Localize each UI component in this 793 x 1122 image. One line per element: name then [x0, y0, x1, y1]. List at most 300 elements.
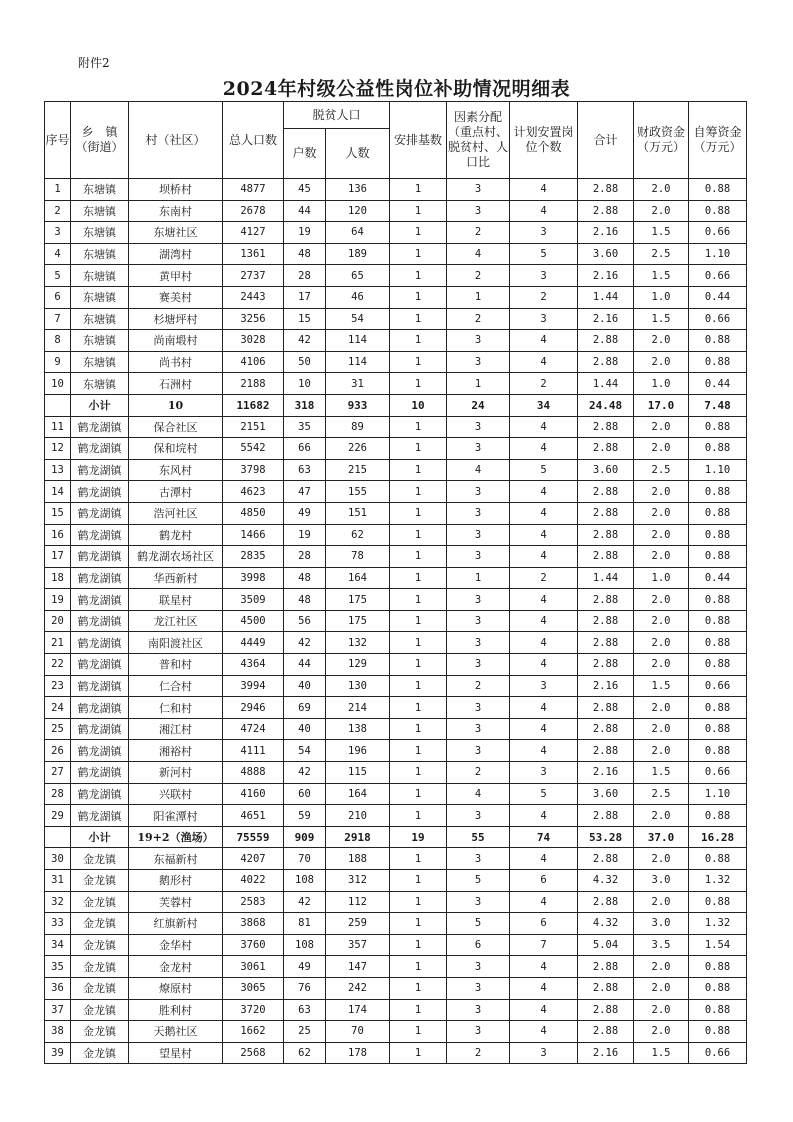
table-row [45, 589, 747, 611]
cell-factor: 3 [447, 654, 510, 676]
cell-village: 金华村 [129, 934, 223, 956]
cell-base: 1 [390, 502, 447, 524]
cell-factor: 3 [447, 718, 510, 740]
document-title: 2024年村级公益性岗位补助情况明细表 [222, 78, 571, 100]
cell-village: 芙蓉村 [129, 891, 223, 913]
cell-village: 红旗新村 [129, 913, 223, 935]
cell-persons: 188 [326, 848, 390, 870]
cell-village: 鹅形村 [129, 870, 223, 892]
table-row [45, 416, 747, 438]
cell-population: 2678 [223, 200, 284, 222]
cell-factor: 3 [447, 697, 510, 719]
cell-households: 35 [284, 416, 326, 438]
header-poverty-group: 脱贫人口 [284, 102, 390, 129]
cell-posts: 2 [510, 373, 578, 395]
cell-self: 0.88 [689, 481, 747, 503]
cell-population: 5542 [223, 438, 284, 460]
cell-population: 4022 [223, 870, 284, 892]
cell-no: 8 [45, 330, 71, 352]
cell-village: 东福新村 [129, 848, 223, 870]
cell-posts: 4 [510, 416, 578, 438]
cell-posts: 34 [510, 394, 578, 416]
cell-fiscal: 1.5 [634, 265, 689, 287]
cell-persons: 2918 [326, 826, 390, 848]
cell-factor: 3 [447, 891, 510, 913]
cell-no: 4 [45, 243, 71, 265]
cell-base: 1 [390, 243, 447, 265]
cell-persons: 114 [326, 351, 390, 373]
cell-total: 2.88 [578, 632, 634, 654]
cell-no: 35 [45, 956, 71, 978]
cell-households: 50 [284, 351, 326, 373]
cell-persons: 151 [326, 502, 390, 524]
cell-fiscal: 17.0 [634, 394, 689, 416]
cell-fiscal: 1.0 [634, 567, 689, 589]
cell-village: 赛美村 [129, 286, 223, 308]
cell-no: 36 [45, 977, 71, 999]
cell-no: 17 [45, 546, 71, 568]
table-header [45, 102, 747, 179]
cell-village: 华西新村 [129, 567, 223, 589]
cell-persons: 138 [326, 718, 390, 740]
cell-town: 东塘镇 [71, 179, 129, 201]
cell-fiscal: 2.0 [634, 956, 689, 978]
cell-town: 东塘镇 [71, 351, 129, 373]
cell-posts: 4 [510, 654, 578, 676]
cell-town: 鹤龙湖镇 [71, 567, 129, 589]
cell-self: 1.32 [689, 913, 747, 935]
cell-persons: 62 [326, 524, 390, 546]
cell-factor: 3 [447, 848, 510, 870]
cell-self: 0.88 [689, 999, 747, 1021]
cell-fiscal: 2.0 [634, 438, 689, 460]
cell-fiscal: 2.0 [634, 654, 689, 676]
cell-fiscal: 2.0 [634, 697, 689, 719]
cell-factor: 3 [447, 632, 510, 654]
cell-base: 1 [390, 675, 447, 697]
cell-households: 63 [284, 999, 326, 1021]
cell-fiscal: 1.0 [634, 373, 689, 395]
cell-households: 76 [284, 977, 326, 999]
cell-self: 0.88 [689, 546, 747, 568]
cell-factor: 3 [447, 179, 510, 201]
cell-posts: 4 [510, 589, 578, 611]
cell-town: 鹤龙湖镇 [71, 610, 129, 632]
cell-no: 24 [45, 697, 71, 719]
cell-town: 金龙镇 [71, 1042, 129, 1064]
cell-total: 2.88 [578, 330, 634, 352]
cell-village: 胜利村 [129, 999, 223, 1021]
cell-town: 小计 [71, 394, 129, 416]
cell-factor: 3 [447, 351, 510, 373]
cell-population: 4850 [223, 502, 284, 524]
cell-population: 3028 [223, 330, 284, 352]
table-row [45, 956, 747, 978]
cell-households: 66 [284, 438, 326, 460]
cell-village: 仁合村 [129, 675, 223, 697]
cell-fiscal: 2.0 [634, 330, 689, 352]
cell-total: 4.32 [578, 870, 634, 892]
cell-town: 金龙镇 [71, 848, 129, 870]
cell-no: 14 [45, 481, 71, 503]
cell-no: 20 [45, 610, 71, 632]
table-row [45, 913, 747, 935]
cell-no: 26 [45, 740, 71, 762]
cell-base: 1 [390, 891, 447, 913]
cell-base: 1 [390, 179, 447, 201]
cell-population: 1662 [223, 1021, 284, 1043]
cell-town: 鹤龙湖镇 [71, 675, 129, 697]
cell-households: 42 [284, 632, 326, 654]
cell-town: 鹤龙湖镇 [71, 546, 129, 568]
cell-persons: 46 [326, 286, 390, 308]
cell-self: 0.88 [689, 740, 747, 762]
cell-posts: 2 [510, 286, 578, 308]
cell-households: 19 [284, 524, 326, 546]
cell-households: 56 [284, 610, 326, 632]
cell-total: 2.16 [578, 265, 634, 287]
cell-village: 东风村 [129, 459, 223, 481]
cell-total: 2.88 [578, 502, 634, 524]
cell-factor: 3 [447, 999, 510, 1021]
cell-persons: 210 [326, 805, 390, 827]
cell-town: 鹤龙湖镇 [71, 416, 129, 438]
table-row [45, 610, 747, 632]
table-row [45, 265, 747, 287]
table-row [45, 934, 747, 956]
table-row [45, 459, 747, 481]
cell-town: 鹤龙湖镇 [71, 762, 129, 784]
table-row [45, 330, 747, 352]
cell-village: 19+2（渔场） [129, 826, 223, 848]
table-row [45, 438, 747, 460]
header-factor: 因素分配（重点村、脱贫村、人口比 [447, 102, 510, 179]
table-row [45, 481, 747, 503]
cell-factor: 3 [447, 481, 510, 503]
cell-town: 鹤龙湖镇 [71, 718, 129, 740]
cell-factor: 5 [447, 913, 510, 935]
cell-self: 0.88 [689, 718, 747, 740]
cell-total: 2.88 [578, 179, 634, 201]
cell-self: 0.88 [689, 502, 747, 524]
cell-base: 1 [390, 870, 447, 892]
cell-posts: 4 [510, 718, 578, 740]
cell-no: 29 [45, 805, 71, 827]
cell-factor: 6 [447, 934, 510, 956]
cell-factor: 2 [447, 1042, 510, 1064]
cell-village: 鹤龙湖农场社区 [129, 546, 223, 568]
cell-population: 2737 [223, 265, 284, 287]
cell-posts: 4 [510, 502, 578, 524]
cell-total: 2.88 [578, 805, 634, 827]
cell-self: 0.88 [689, 697, 747, 719]
cell-fiscal: 2.0 [634, 632, 689, 654]
cell-factor: 3 [447, 438, 510, 460]
cell-population: 4207 [223, 848, 284, 870]
cell-persons: 114 [326, 330, 390, 352]
cell-posts: 6 [510, 870, 578, 892]
cell-no: 21 [45, 632, 71, 654]
cell-town: 金龙镇 [71, 1021, 129, 1043]
cell-total: 2.16 [578, 675, 634, 697]
cell-persons: 164 [326, 783, 390, 805]
cell-households: 48 [284, 567, 326, 589]
cell-persons: 215 [326, 459, 390, 481]
cell-fiscal: 2.0 [634, 502, 689, 524]
cell-self: 0.66 [689, 308, 747, 330]
cell-factor: 3 [447, 200, 510, 222]
cell-posts: 6 [510, 913, 578, 935]
cell-town: 鹤龙湖镇 [71, 740, 129, 762]
table-row [45, 243, 747, 265]
cell-factor: 3 [447, 416, 510, 438]
table-row [45, 1021, 747, 1043]
cell-self: 0.66 [689, 222, 747, 244]
cell-persons: 78 [326, 546, 390, 568]
cell-households: 48 [284, 243, 326, 265]
table-row [45, 654, 747, 676]
header-population: 总人口数 [223, 102, 284, 179]
table-row [45, 567, 747, 589]
cell-self: 0.44 [689, 286, 747, 308]
cell-persons: 65 [326, 265, 390, 287]
cell-posts: 4 [510, 848, 578, 870]
header-town: 乡 镇（街道） [71, 102, 129, 179]
table-row [45, 977, 747, 999]
header-persons: 人数 [326, 129, 390, 179]
cell-factor: 2 [447, 675, 510, 697]
cell-total: 24.48 [578, 394, 634, 416]
cell-population: 4160 [223, 783, 284, 805]
cell-posts: 2 [510, 567, 578, 589]
cell-persons: 70 [326, 1021, 390, 1043]
cell-village: 保和垸村 [129, 438, 223, 460]
cell-posts: 4 [510, 956, 578, 978]
table-row [45, 805, 747, 827]
cell-persons: 175 [326, 589, 390, 611]
table-body [45, 179, 747, 1064]
cell-village: 坝桥村 [129, 179, 223, 201]
table-row [45, 1042, 747, 1064]
cell-total: 2.88 [578, 351, 634, 373]
cell-factor: 3 [447, 524, 510, 546]
cell-persons: 933 [326, 394, 390, 416]
table-row [45, 718, 747, 740]
cell-no: 30 [45, 848, 71, 870]
cell-population: 3868 [223, 913, 284, 935]
table-row [45, 286, 747, 308]
cell-no: 33 [45, 913, 71, 935]
cell-total: 2.16 [578, 308, 634, 330]
cell-posts: 4 [510, 697, 578, 719]
table-row [45, 848, 747, 870]
table-row [45, 502, 747, 524]
cell-population: 2151 [223, 416, 284, 438]
cell-posts: 4 [510, 740, 578, 762]
cell-households: 69 [284, 697, 326, 719]
cell-fiscal: 2.0 [634, 805, 689, 827]
cell-self: 0.88 [689, 848, 747, 870]
cell-town: 东塘镇 [71, 222, 129, 244]
cell-self: 1.10 [689, 783, 747, 805]
cell-households: 60 [284, 783, 326, 805]
cell-village: 燎原村 [129, 977, 223, 999]
cell-persons: 136 [326, 179, 390, 201]
cell-factor: 24 [447, 394, 510, 416]
cell-fiscal: 37.0 [634, 826, 689, 848]
cell-persons: 312 [326, 870, 390, 892]
cell-fiscal: 1.5 [634, 675, 689, 697]
cell-posts: 3 [510, 1042, 578, 1064]
cell-village: 金龙村 [129, 956, 223, 978]
cell-self: 0.88 [689, 610, 747, 632]
cell-no: 3 [45, 222, 71, 244]
cell-households: 42 [284, 891, 326, 913]
cell-no: 37 [45, 999, 71, 1021]
cell-no: 22 [45, 654, 71, 676]
cell-village: 联星村 [129, 589, 223, 611]
cell-fiscal: 2.0 [634, 610, 689, 632]
cell-self: 0.66 [689, 1042, 747, 1064]
cell-no: 2 [45, 200, 71, 222]
cell-posts: 74 [510, 826, 578, 848]
cell-households: 49 [284, 502, 326, 524]
cell-town: 金龙镇 [71, 956, 129, 978]
table-row [45, 524, 747, 546]
cell-no: 10 [45, 373, 71, 395]
cell-factor: 4 [447, 459, 510, 481]
cell-base: 1 [390, 740, 447, 762]
cell-base: 1 [390, 718, 447, 740]
cell-self: 0.88 [689, 589, 747, 611]
cell-village: 尚南塅村 [129, 330, 223, 352]
cell-population: 2946 [223, 697, 284, 719]
cell-households: 10 [284, 373, 326, 395]
cell-village: 天鹅社区 [129, 1021, 223, 1043]
cell-town: 鹤龙湖镇 [71, 805, 129, 827]
cell-population: 3061 [223, 956, 284, 978]
cell-persons: 155 [326, 481, 390, 503]
header-village: 村（社区） [129, 102, 223, 179]
cell-village: 东南村 [129, 200, 223, 222]
cell-households: 49 [284, 956, 326, 978]
cell-self: 1.32 [689, 870, 747, 892]
cell-fiscal: 2.5 [634, 783, 689, 805]
cell-village: 阳雀潭村 [129, 805, 223, 827]
cell-total: 2.88 [578, 481, 634, 503]
cell-factor: 3 [447, 502, 510, 524]
cell-population: 2835 [223, 546, 284, 568]
cell-population: 3720 [223, 999, 284, 1021]
cell-no: 5 [45, 265, 71, 287]
cell-total: 5.04 [578, 934, 634, 956]
cell-total: 4.32 [578, 913, 634, 935]
cell-total: 2.16 [578, 762, 634, 784]
cell-town: 金龙镇 [71, 913, 129, 935]
cell-fiscal: 2.0 [634, 416, 689, 438]
cell-village: 古潭村 [129, 481, 223, 503]
cell-factor: 2 [447, 222, 510, 244]
cell-town: 东塘镇 [71, 243, 129, 265]
cell-factor: 3 [447, 956, 510, 978]
cell-town: 东塘镇 [71, 265, 129, 287]
cell-total: 2.88 [578, 589, 634, 611]
cell-households: 25 [284, 1021, 326, 1043]
cell-self: 0.88 [689, 956, 747, 978]
cell-households: 17 [284, 286, 326, 308]
cell-self: 0.88 [689, 891, 747, 913]
cell-fiscal: 1.5 [634, 762, 689, 784]
cell-total: 53.28 [578, 826, 634, 848]
cell-self: 0.88 [689, 654, 747, 676]
cell-total: 2.16 [578, 222, 634, 244]
cell-population: 4888 [223, 762, 284, 784]
cell-fiscal: 3.5 [634, 934, 689, 956]
annex-label: 附件2 [78, 56, 110, 70]
table-row [45, 675, 747, 697]
cell-town: 东塘镇 [71, 200, 129, 222]
cell-no: 7 [45, 308, 71, 330]
cell-town: 金龙镇 [71, 891, 129, 913]
cell-self: 7.48 [689, 394, 747, 416]
cell-households: 909 [284, 826, 326, 848]
header-total: 合计 [578, 102, 634, 179]
cell-persons: 112 [326, 891, 390, 913]
cell-self: 16.28 [689, 826, 747, 848]
table-row [45, 222, 747, 244]
cell-population: 11682 [223, 394, 284, 416]
cell-base: 1 [390, 200, 447, 222]
cell-persons: 31 [326, 373, 390, 395]
cell-fiscal: 2.0 [634, 1021, 689, 1043]
cell-base: 1 [390, 848, 447, 870]
cell-village: 兴联村 [129, 783, 223, 805]
cell-no: 32 [45, 891, 71, 913]
cell-households: 44 [284, 654, 326, 676]
cell-population: 3798 [223, 459, 284, 481]
cell-town: 鹤龙湖镇 [71, 589, 129, 611]
cell-no: 13 [45, 459, 71, 481]
cell-posts: 4 [510, 200, 578, 222]
cell-households: 47 [284, 481, 326, 503]
cell-population: 4877 [223, 179, 284, 201]
cell-no: 15 [45, 502, 71, 524]
cell-persons: 147 [326, 956, 390, 978]
cell-total: 2.88 [578, 697, 634, 719]
cell-households: 45 [284, 179, 326, 201]
subtotal-row [45, 394, 747, 416]
cell-fiscal: 3.0 [634, 913, 689, 935]
subsidy-table [44, 101, 747, 1064]
cell-households: 42 [284, 330, 326, 352]
cell-no: 39 [45, 1042, 71, 1064]
table-row [45, 546, 747, 568]
cell-total: 2.88 [578, 546, 634, 568]
cell-factor: 5 [447, 870, 510, 892]
cell-households: 19 [284, 222, 326, 244]
cell-total: 1.44 [578, 373, 634, 395]
cell-households: 108 [284, 870, 326, 892]
cell-total: 2.88 [578, 416, 634, 438]
cell-households: 81 [284, 913, 326, 935]
cell-population: 1466 [223, 524, 284, 546]
cell-households: 63 [284, 459, 326, 481]
cell-posts: 3 [510, 222, 578, 244]
cell-village: 湖湾村 [129, 243, 223, 265]
cell-village: 石洲村 [129, 373, 223, 395]
cell-town: 小计 [71, 826, 129, 848]
cell-no: 19 [45, 589, 71, 611]
